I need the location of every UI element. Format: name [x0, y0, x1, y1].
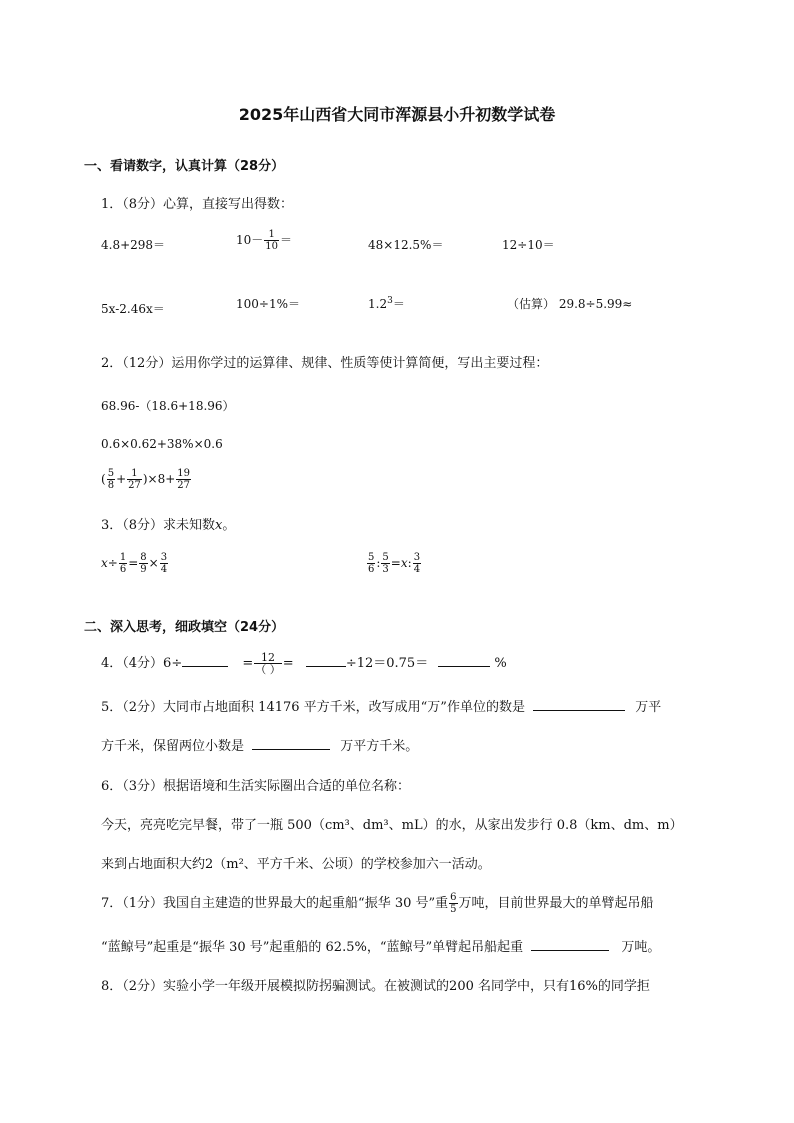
question-8-line-1: 8．（2分）实验小学一年级开展模拟防拐骗测试。在被测试的200 名同学中，只有16%的同学拒: [101, 979, 650, 994]
q4-blank-2[interactable]: [306, 654, 346, 667]
question-1-prompt: 1．（8分）心算，直接写出得数：: [101, 197, 294, 212]
q3-equation-a: x÷ $\frac{1}{6}$ = $\frac{8}{9}$ × $\frac{3}{4}$: [101, 552, 168, 575]
question-5-line-2: 方千米，保留两位小数是 万平方千米。: [101, 739, 419, 754]
question-3-prompt: 3．（8分）求未知数x。: [101, 518, 236, 533]
q1-item-c: 48×12.5%＝: [368, 238, 444, 252]
q5-blank-2[interactable]: [252, 737, 330, 750]
q1-item-b: 10－ $\frac{1}{10}$ ＝: [236, 229, 293, 252]
question-7-line-1: 7．（1分）我国自主建造的世界最大的起重船“振华 30 号”重 $\frac{6}{5}$ 万吨，目前世界最大的单臂起吊船: [101, 892, 654, 915]
q4-blank-1[interactable]: [182, 654, 228, 667]
q1-item-g: $1.2^3=$: [368, 296, 405, 311]
question-5-line-1: 5．（2分）大同市占地面积 14176 平方千米，改写成用“万”作单位的数是 万平: [101, 700, 662, 715]
q7-blank[interactable]: [531, 938, 609, 951]
q1-item-f: 100÷1%＝: [236, 297, 300, 311]
question-7-line-2: “蓝鲸号”起重是“振华 30 号”起重船的 62.5%，“蓝鲸号”单臂起吊船起重 万吨。: [101, 940, 661, 955]
q5-blank-1[interactable]: [533, 698, 625, 711]
q1-item-a: 4.8+298＝: [101, 238, 166, 252]
q1-item-d: 12÷10＝: [502, 238, 555, 252]
question-6-line-3: 来到占地面积大约2（m²、平方千米、公顷）的学校参加六一活动。: [101, 857, 491, 872]
q2-item-c: ( $\frac{5}{8}$ + $\frac{1}{27}$ )×8+ $\frac{19}{27}$: [101, 468, 191, 491]
q3-equation-b: $\frac{5}{6}$ : $\frac{5}{3}$ =x: $\frac{3}{4}$: [368, 552, 421, 575]
question-4: 4．（4分）6÷ = $\frac{12}{( )}$ = ÷12＝0.75＝ %: [101, 651, 507, 676]
question-6-line-1: 6．（3分）根据语境和生活实际圈出合适的单位名称：: [101, 779, 411, 794]
q2-item-b: 0.6×0.62+38%×0.6: [101, 437, 223, 451]
q4-blank-3[interactable]: [438, 654, 490, 667]
section-1-heading: 一、看请数字，认真计算（28分）: [84, 159, 285, 174]
q2-item-a: 68.96-（18.6+18.96）: [101, 399, 235, 413]
section-2-heading: 二、深入思考，细政填空（24分）: [84, 620, 285, 635]
q1-item-e: 5x-2.46x＝: [101, 302, 165, 316]
question-6-line-2: 今天，亮亮吃完早餐，带了一瓶 500（cm³、dm³、mL）的水，从家出发步行 0.8（km、dm、m）: [101, 818, 683, 833]
q1-item-h: （估算） 29.8÷5.99≈: [507, 297, 633, 311]
page-title: 2025年山西省大同市浑源县小升初数学试卷: [238, 105, 556, 124]
question-2-prompt: 2．（12分）运用你学过的运算律、规律、性质等使计算简便，写出主要过程：: [101, 356, 549, 371]
